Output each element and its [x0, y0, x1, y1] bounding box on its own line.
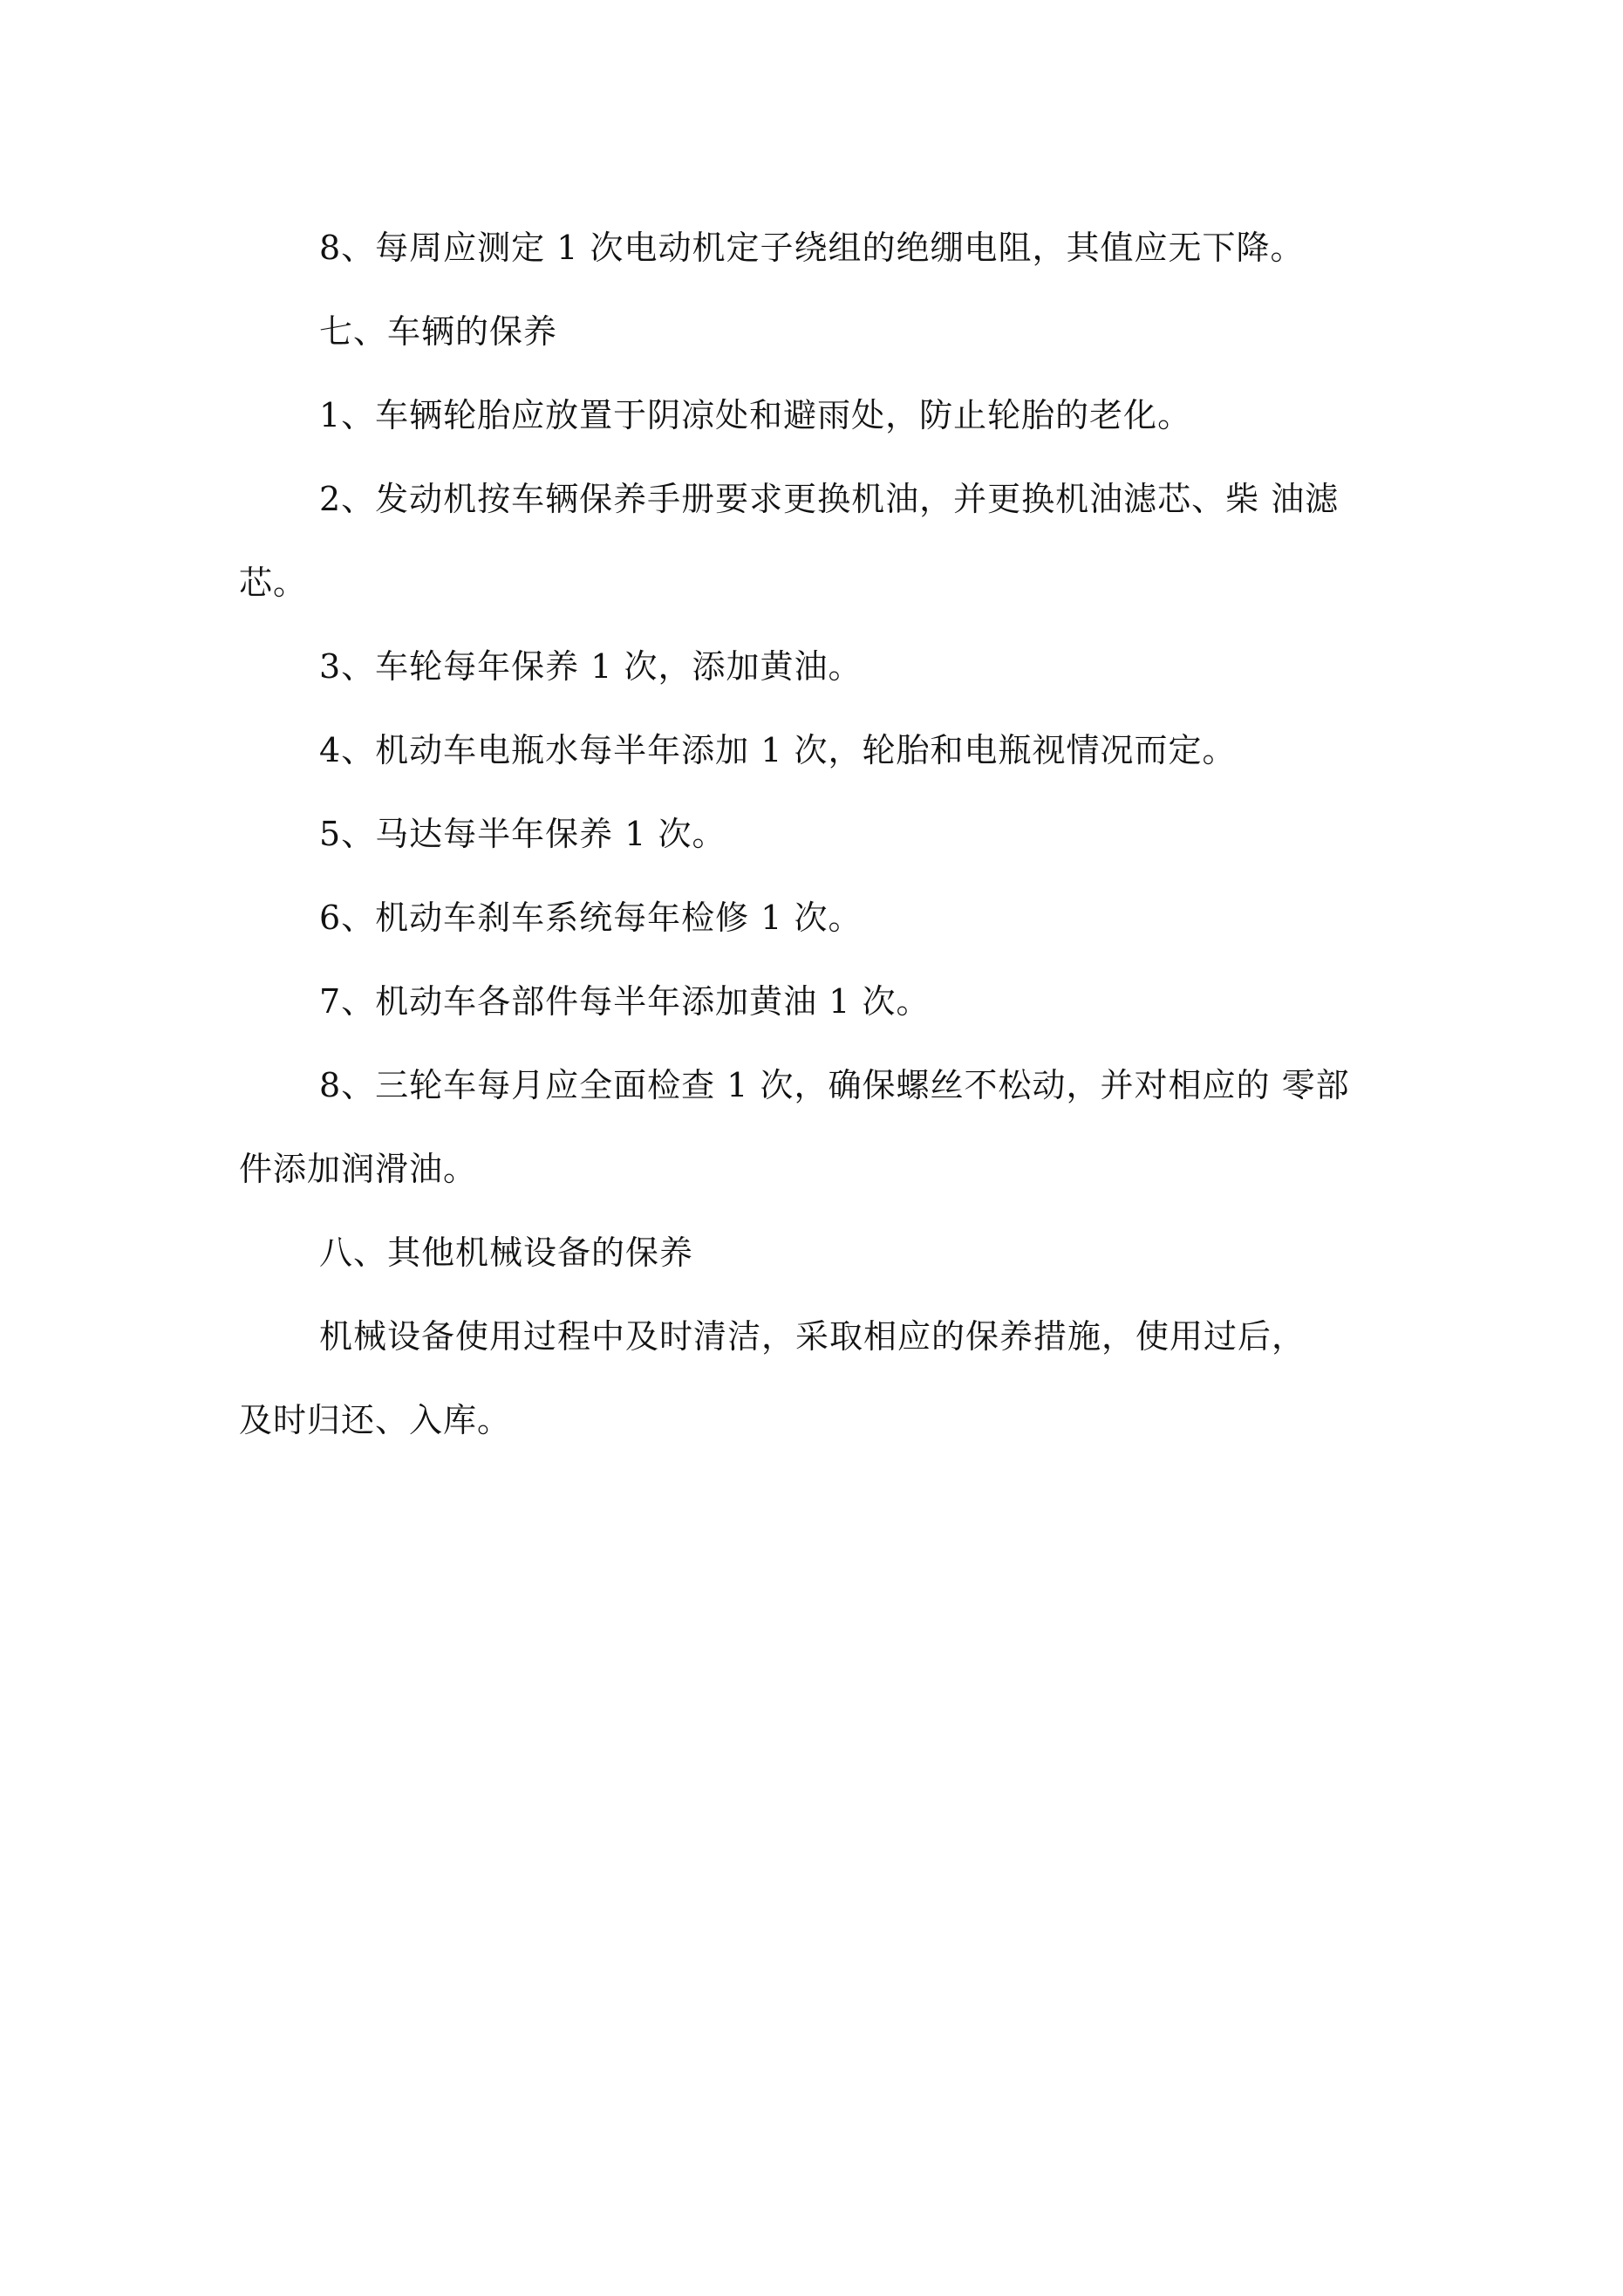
paragraph-line: 3、车轮每年保养 1 次，添加黄油。 [319, 647, 863, 686]
paragraph-line: 4、机动车电瓶水每半年添加 1 次，轮胎和电瓶视情况而定。 [319, 731, 1237, 769]
paragraph-line: 2、发动机按车辆保养手册要求更换机油，并更换机油滤芯、柴 油滤 [319, 480, 1340, 518]
paragraph-line: 6、机动车刹车系统每年检修 1 次。 [319, 899, 863, 937]
document-body [239, 206, 1390, 1462]
section-heading: 八、其他机械设备的保养 [319, 1233, 694, 1272]
paragraph-line: 1、车辆轮胎应放置于阴凉处和避雨处，防止轮胎的老化。 [319, 396, 1192, 434]
paragraph-line: 8、每周应测定 1 次电动机定子绕组的绝绷电阻，其值应无下降。 [319, 229, 1305, 267]
paragraph-line: 8、三轮车每月应全面检查 1 次，确保螺丝不松动，并对相应的 零部 [319, 1066, 1350, 1104]
paragraph-line: 机械设备使用过程中及时清洁，采取相应的保养措施，使用过后， [319, 1317, 1306, 1356]
paragraph-line-continuation: 芯。 [239, 564, 308, 602]
paragraph-line-continuation: 件添加润滑油。 [239, 1150, 478, 1188]
paragraph-line: 5、马达每半年保养 1 次。 [319, 815, 726, 853]
paragraph-line-continuation: 及时归还、入库。 [239, 1401, 512, 1439]
section-heading: 七、车辆的保养 [319, 312, 558, 351]
paragraph-line: 7、机动车各部件每半年添加黄油 1 次。 [319, 982, 931, 1021]
